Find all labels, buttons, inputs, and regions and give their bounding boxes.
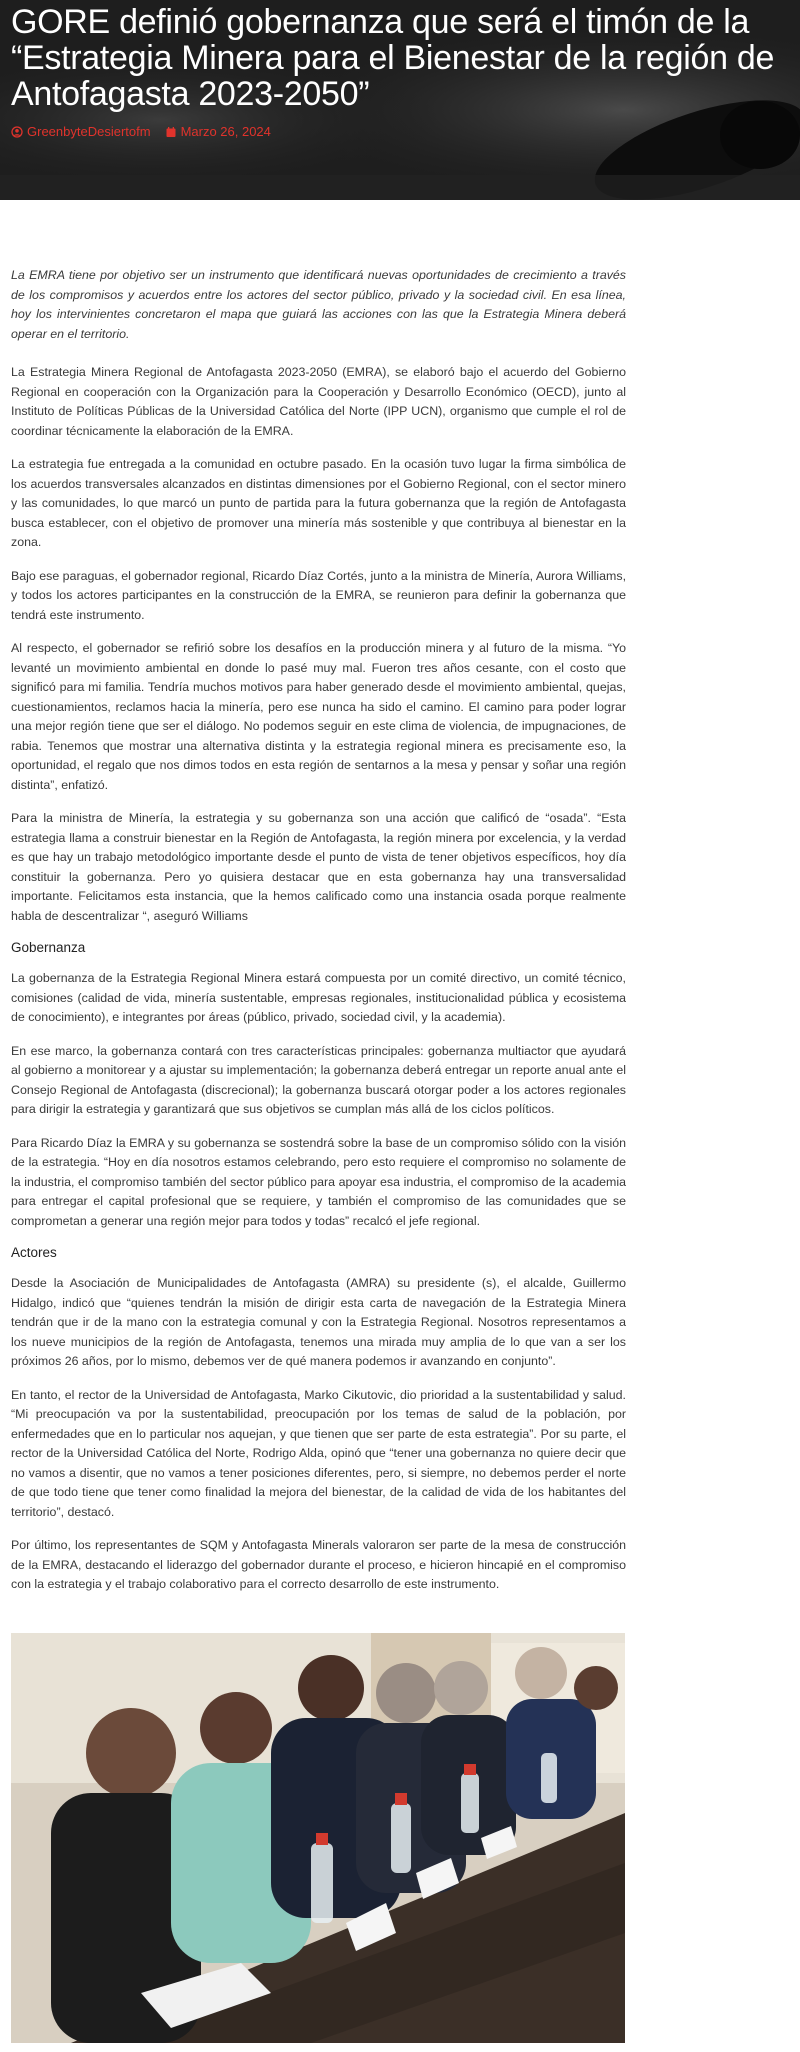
article-paragraph: La gobernanza de la Estrategia Regional Minera estará compuesta por un comité directivo, un comité técnico, comisiones (calidad de vida, minería sustentable, empresas regionales, institucionalidad pública y ecosistema de conocimiento), e integrantes por áreas (público, privado, sociedad civil, y la academia). xyxy=(11,971,626,1024)
article-body xyxy=(11,266,626,1609)
user-circle-icon xyxy=(11,126,23,138)
article-paragraph: Para la ministra de Minería, la estrategia y su gobernanza son una acción que calificó de “osada”. “Esta estrategia llama a construir bienestar en la Región de Antofagasta, la región minera por excelencia, y la verdad es que hay un trabajo metodológico importante desde el punto de vista de tener objetivos específicos, hoy día constituir la gobernanza. Pero yo quisiera destacar que en esta gobernanza hay una transversalidad importante. Felicitamos esta instancia, que la hemos calificado como una instancia osada porque realmente habla de descentralizar “, aseguró Williams xyxy=(11,811,626,923)
article-hero xyxy=(0,0,800,200)
article-paragraph: Por último, los representantes de SQM y Antofagasta Minerals valoraron ser parte de la mesa de construcción de la EMRA, destacando el liderazgo del gobernador durante el proceso, e hicieron hincapié en el compromiso con la estrategia y el trabajo colaborativo para el correcto desarrollo de este instrumento. xyxy=(11,1538,626,1591)
hero-content xyxy=(11,4,796,139)
article-photo xyxy=(11,1633,625,2043)
publish-date: Marzo 26, 2024 xyxy=(180,124,271,139)
article-title: GORE definió gobernanza que será el timón de la “Estrategia Minera para el Bienestar de la región de Antofagasta 2023-2050” xyxy=(11,3,775,113)
author-name: GreenbyteDesiertofm xyxy=(27,124,151,139)
article-paragraph: Desde la Asociación de Municipalidades de Antofagasta (AMRA) su presidente (s), el alcalde, Guillermo Hidalgo, indicó que “quienes tendrán la misión de dirigir esta carta de navegación de la Estrategia Minera tendrán que ir de la mano con la estrategia comunal y con la Estrategia Regional. Nosotros representamos a los nueve municipios de la región de Antofagasta, tenemos una mirada muy amplia de lo que van a ser los próximos 26 años, por lo mismo, debemos ver de qué manera podemos ir avanzando en conjunto”. xyxy=(11,1276,626,1368)
calendar-icon xyxy=(165,126,177,138)
section-heading-actores: Actores xyxy=(11,1245,57,1260)
meeting-photo-illustration xyxy=(11,1633,625,2043)
article-paragraph: En ese marco, la gobernanza contará con tres características principales: gobernanza multiactor que ayudará al gobierno a monitorear y a ajustar su implementación; la gobernanza deberá entregar un reporte anual ante el Consejo Regional de Antofagasta (discrecional); la gobernanza buscará otorgar poder a los actores regionales para dirigir la estrategia y garantizará que sus objetivos se cumplan más allá de los ciclos políticos. xyxy=(11,1043,626,1116)
article-paragraph: La Estrategia Minera Regional de Antofagasta 2023-2050 (EMRA), se elaboró bajo el acuerdo del Gobierno Regional en cooperación con la Organización para la Cooperación y Desarrollo Económico (OECD), junto al Instituto de Políticas Públicas de la Universidad Católica del Norte (IPP UCN), organismo que cumple el rol de coordinar técnicamente la elaboración de la EMRA. xyxy=(11,365,626,438)
article-paragraph: La estrategia fue entregada a la comunidad en octubre pasado. En la ocasión tuvo lugar la firma simbólica de los acuerdos transversales alcanzados en distintas dimensiones por el Gobierno Regional, con el sector minero y las comunidades, lo que marcó un punto de partida para la futura gobernanza que la región de Antofagasta busca establecer, con el objetivo de promover una minería más sostenible y que contribuya al bienestar en la zona. xyxy=(11,457,626,549)
article-meta xyxy=(11,124,796,139)
article-paragraph: Bajo ese paraguas, el gobernador regional, Ricardo Díaz Cortés, junto a la ministra de Minería, Aurora Williams, y todos los actores participantes en la construcción de la EMRA, se reunieron para definir la gobernanza que tendrá este instrumento. xyxy=(11,568,627,622)
date-link[interactable] xyxy=(165,124,271,139)
article-paragraph: Para Ricardo Díaz la EMRA y su gobernanza se sostendrá sobre la base de un compromiso sólido con la visión de la estrategia. “Hoy en día nosotros estamos celebrando, pero esto requiere el compromiso no solamente de la industria, el compromiso también del sector público para apoyar esa industria, el compromiso de la academia para entregar el capital profesional que se requiere, y también el compromiso de las comunidades que se comprometan a generar una región mejor para todos y todas” recalcó el jefe regional. xyxy=(11,1135,626,1228)
article-paragraph: En tanto, el rector de la Universidad de Antofagasta, Marko Cikutovic, dio prioridad a la sustentabilidad y salud. “Mi preocupación va por la sustentabilidad, preocupación por los temas de salud de la población, por enfermedades que en lo particular nos aquejan, y que tienen que ser parte de esta estrategia”. Por su parte, el rector de la Universidad Católica del Norte, Rodrigo Alda, opinó que “tener una gobernanza no quiere decir que no vamos a disentir, que no vamos a tener posiciones diferentes, pero, si siempre, no debemos perder el norte de que todo tiene que tener como finalidad la mejora del bienestar, de la calidad de vida de los habitantes del territorio”, destacó. xyxy=(11,1387,626,1519)
section-heading-gobernanza: Gobernanza xyxy=(11,940,86,955)
author-link[interactable] xyxy=(11,124,151,139)
article-lead: La EMRA tiene por objetivo ser un instrumento que identificará nuevas oportunidades de crecimiento a través de los compromisos y acuerdos entre los actores del sector público, privado y la sociedad civil. En esa línea, hoy los intervinientes concretaron el mapa que guiará las acciones con las que la Estrategia Minera deberá operar en el territorio. xyxy=(11,268,626,341)
article-paragraph: Al respecto, el gobernador se refirió sobre los desafíos en la producción minera y al futuro de la misma. “Yo levanté un movimiento ambiental en donde lo pasé muy mal. Fueron tres años cesante, con el costo que significó para mi familia. Tendría muchos motivos para haber generado desde el movimiento ambiental, quejas, cuestionamientos, reclamos hacia la minería, pero ese nunca ha sido el camino. El camino para poder lograr una mejor región tiene que ser el diálogo. No podemos seguir en este clima de violencia, de impugnaciones, de rabia. Tenemos que mostrar una alternativa distinta y la estrategia regional minera es precisamente eso, la oportunidad, el regalo que nos dimos todos en esta región de sentarnos a la mesa y pensar y soñar una región distinta”, enfatizó. xyxy=(11,641,626,792)
